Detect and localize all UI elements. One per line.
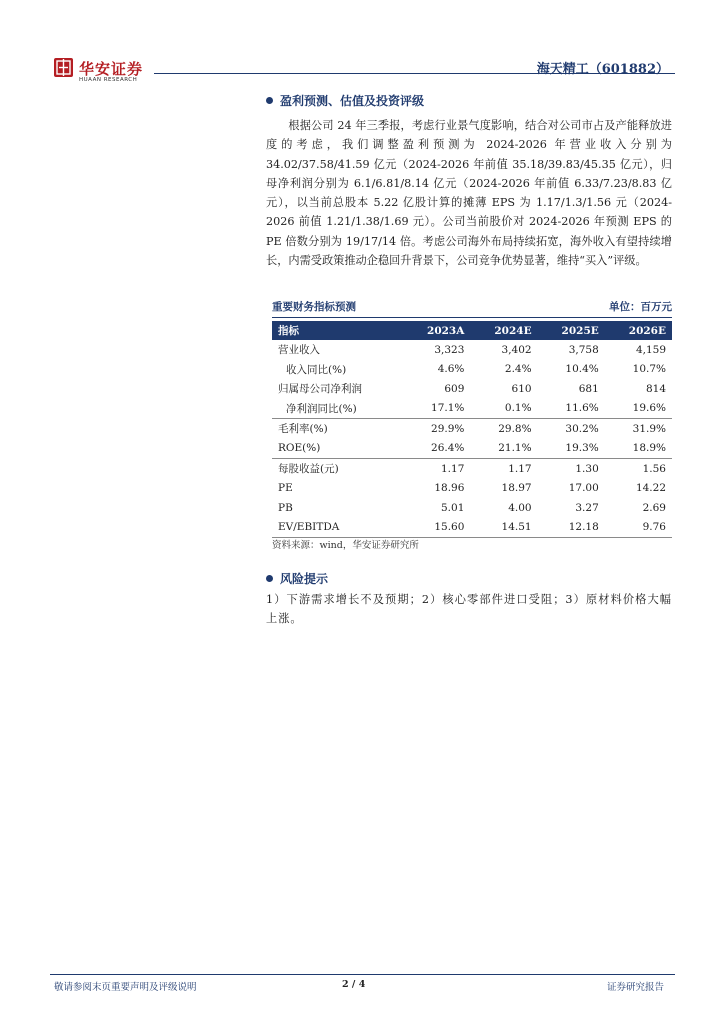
table-row: [272, 360, 672, 380]
table-cell: 17.1%: [431, 402, 465, 415]
table-cell: 3.27: [575, 501, 599, 514]
table-row: [272, 479, 672, 499]
table-title: 重要财务指标预测: [272, 301, 356, 313]
table-cell: 26.4%: [431, 442, 465, 455]
footer-divider: [50, 974, 675, 975]
table-cell: 814: [645, 382, 666, 395]
bullet-icon: [266, 575, 273, 582]
logo-text: 华安证券: [79, 60, 144, 78]
row-label: 每股收益(元): [272, 459, 403, 479]
table-cell: 2.69: [642, 501, 666, 514]
table-cell: 19.6%: [632, 402, 666, 415]
section-title: 风险提示: [266, 570, 672, 588]
table-cell: 3,402: [501, 343, 532, 356]
table-cell: 21.1%: [498, 442, 532, 455]
table-unit: 单位：百万元: [609, 301, 672, 313]
table-cell: 12.18: [538, 518, 605, 538]
risk-paragraph: 1）下游需求增长不及预期；2）核心零部件进口受阻；3）原材料价格大幅上涨。: [266, 593, 672, 626]
section-title: 盈利预测、估值及投资评级: [266, 92, 672, 110]
row-label: EV/EBITDA: [272, 518, 403, 538]
table-cell: 1.56: [605, 459, 672, 479]
table-cell: 3,758: [568, 343, 599, 356]
risk-section: [266, 570, 672, 629]
table-cell: 4.00: [508, 501, 532, 514]
table-cell: 15.60: [403, 518, 470, 538]
table-cell: 1.30: [538, 459, 605, 479]
huaan-logo-icon: [54, 58, 73, 77]
page-number: 2 / 4: [342, 979, 366, 990]
row-label: 毛利率(%): [272, 419, 403, 439]
table-cell: 30.2%: [538, 419, 605, 439]
table-cell: 18.9%: [632, 442, 666, 455]
table-cell: 18.96: [434, 482, 465, 495]
table-header: [272, 299, 672, 315]
row-label: ROE(%): [278, 442, 321, 455]
table-row: [272, 379, 672, 399]
table-row: [272, 340, 672, 360]
table-cell: 1.17: [470, 459, 537, 479]
table-cell: 19.3%: [565, 442, 599, 455]
column-header: 2025E: [538, 321, 605, 340]
table-cell: 0.1%: [504, 402, 532, 415]
table-row: [272, 439, 672, 459]
earnings-forecast-section: [266, 92, 672, 270]
row-label: 归属母公司净利润: [278, 383, 362, 396]
table-cell: 610: [511, 382, 532, 395]
table-cell: 2.4%: [504, 363, 532, 376]
financial-indicators-table: [272, 321, 672, 538]
logo-subtext: HUAAN RESEARCH: [79, 77, 138, 83]
table-header-row: [272, 321, 672, 340]
column-header: 指标: [272, 321, 403, 340]
forecast-paragraph: 根据公司 24 年三季报，考虑行业景气度影响，结合对公司市占及产能释放进度的考虑，我们调整盈利预测为 2024-2026 年营业收入分别为 34.02/37.58/41.59 亿元（2024-2026 年前值 35.18/39.83/45.35 亿元），归母净利润分别为 6.1/6.81/8.14 亿元（2024-2026 年前值 6.33/7.23/8.83 亿元），以当前总股本 5.22 亿股计算的摊薄 EPS 为 1.17/1.3/1.56 元（2024-2026 前值 1.21/1.38/1.69 元）。公司当前股价对 2024-2026 年预测 EPS 的 PE 倍数分别为 19/17/14 倍。考虑公司海外布局持续拓宽，海外收入有望持续增长，内需受政策推动企稳回升背景下，公司竞争优势显著，维持“买入”评级。: [266, 119, 672, 268]
table-row: [272, 399, 672, 419]
bullet-icon: [266, 97, 273, 104]
table-row: [272, 518, 672, 538]
table-cell: 29.8%: [470, 419, 537, 439]
table-cell: 4,159: [635, 343, 666, 356]
table-row: [272, 419, 672, 439]
table-cell: 3,323: [434, 343, 465, 356]
table-cell: 10.7%: [632, 363, 666, 376]
table-source: 资料来源：wind，华安证券研究所: [272, 540, 419, 551]
row-label: 收入同比(%): [286, 363, 347, 376]
footer-disclaimer: 敬请参阅末页重要声明及评级说明: [54, 982, 197, 993]
table-row: [272, 459, 672, 479]
table-cell: 1.17: [403, 459, 470, 479]
row-label: PB: [278, 501, 293, 514]
table-cell: 14.22: [635, 482, 666, 495]
column-header: 2026E: [605, 321, 672, 340]
table-cell: 9.76: [605, 518, 672, 538]
row-label: 营业收入: [278, 344, 320, 357]
column-header: 2024E: [470, 321, 537, 340]
table-cell: 11.6%: [565, 402, 599, 415]
table-cell: 14.51: [470, 518, 537, 538]
row-label: PE: [278, 482, 293, 495]
table-row: [272, 498, 672, 518]
column-header: 2023A: [403, 321, 470, 340]
table-cell: 5.01: [441, 501, 465, 514]
table-title-divider: [272, 317, 672, 318]
row-label: 净利润同比(%): [286, 402, 357, 415]
page-header: [50, 56, 675, 86]
table-cell: 31.9%: [605, 419, 672, 439]
table-cell: 609: [444, 382, 465, 395]
footer-report-type: 证券研究报告: [606, 982, 664, 993]
table-cell: 18.97: [501, 482, 532, 495]
table-cell: 10.4%: [565, 363, 599, 376]
table-cell: 29.9%: [403, 419, 470, 439]
table-cell: 17.00: [568, 482, 599, 495]
table-cell: 4.6%: [437, 363, 465, 376]
table-cell: 681: [578, 382, 599, 395]
company-title: 海天精工（601882）: [536, 62, 669, 77]
